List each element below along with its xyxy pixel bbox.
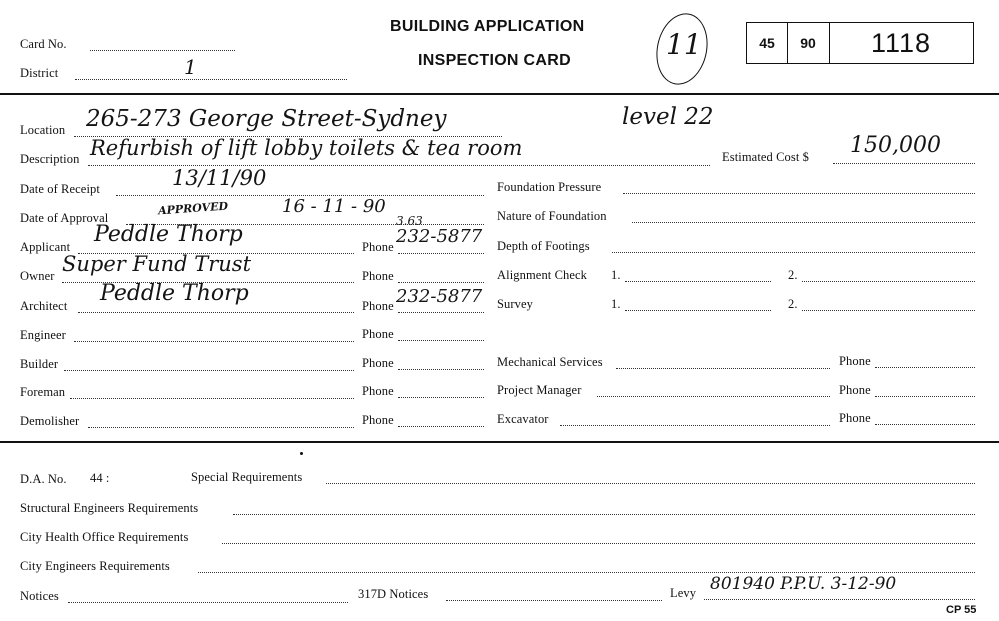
engineer-label: Engineer: [20, 328, 66, 342]
demolisher-phone-dotted-line: [398, 426, 484, 427]
survey-2-dotted-line: [802, 310, 975, 311]
excavator-dotted-line: [560, 425, 830, 426]
builder-phone-dotted-line: [398, 369, 484, 370]
architect-label: Architect: [20, 299, 68, 313]
owner-phone-dotted-line: [398, 282, 484, 283]
engineer-dotted-line: [74, 341, 354, 342]
survey-num-2: 2.: [788, 297, 798, 311]
date-of-receipt-value: 13/11/90: [172, 166, 267, 190]
engineer-phone-label: Phone: [362, 327, 394, 341]
owner-value: Super Fund Trust: [62, 252, 252, 276]
levy-value: 801940 P.P.U. 3-12-90: [710, 574, 897, 594]
approved-stamp: APPROVED: [157, 199, 229, 218]
notices-317d-dotted-line: [446, 600, 662, 601]
ink-dot: [300, 452, 303, 455]
alignment-check-label: Alignment Check: [497, 268, 588, 282]
date-of-receipt-label: Date of Receipt: [20, 182, 100, 196]
date-of-approval-value: 16 - 11 - 90: [282, 196, 386, 217]
levy-dotted-line: [704, 599, 975, 600]
title-line-1: BUILDING APPLICATION: [390, 18, 585, 35]
owner-phone-label: Phone: [362, 269, 394, 283]
alignment-check-1-dotted-line: [625, 281, 771, 282]
demolisher-dotted-line: [88, 427, 354, 428]
architect-phone-label: Phone: [362, 299, 394, 313]
nature-of-foundation-label: Nature of Foundation: [497, 209, 607, 223]
excavator-phone-dotted-line: [875, 424, 975, 425]
da-no-value: 44 :: [90, 471, 110, 485]
demolisher-phone-label: Phone: [362, 413, 394, 427]
survey-label: Survey: [497, 297, 534, 311]
mechanical-services-phone-label: Phone: [839, 354, 871, 368]
project-manager-label: Project Manager: [497, 383, 582, 397]
project-manager-phone-dotted-line: [875, 396, 975, 397]
builder-label: Builder: [20, 357, 59, 371]
levy-label: Levy: [670, 586, 697, 600]
da-no-label: D.A. No.: [20, 472, 67, 486]
alignment-check-num-1: 1.: [611, 268, 621, 282]
date-of-approval-label: Date of Approval: [20, 211, 109, 225]
alignment-check-num-2: 2.: [788, 268, 798, 282]
applicant-phone-label: Phone: [362, 240, 394, 254]
mechanical-services-dotted-line: [616, 368, 830, 369]
depth-of-footings-label: Depth of Footings: [497, 239, 590, 253]
card-no-dotted-line: [90, 50, 235, 51]
description-value: Refurbish of lift lobby toilets & tea room: [90, 136, 523, 160]
city-engineers-dotted-line: [198, 572, 975, 573]
estimated-cost-dotted-line: [833, 163, 975, 164]
applicant-phone-dotted-line: [398, 253, 484, 254]
estimated-cost-label: Estimated Cost $: [722, 150, 810, 164]
foundation-pressure-label: Foundation Pressure: [497, 180, 602, 194]
city-health-label: City Health Office Requirements: [20, 530, 189, 544]
location-label: Location: [20, 123, 66, 137]
estimated-cost-value: 150,000: [850, 133, 941, 158]
special-requirements-dotted-line: [326, 483, 975, 484]
applicant-phone-value: 232-5877: [396, 226, 483, 247]
details-divider: [0, 441, 999, 443]
excavator-label: Excavator: [497, 412, 549, 426]
ref-box-cell-1: 45: [747, 23, 788, 63]
mechanical-services-label: Mechanical Services: [497, 355, 603, 369]
header-divider: [0, 93, 999, 95]
owner-label: Owner: [20, 269, 55, 283]
ref-box-cell-3: 1118: [870, 27, 932, 58]
applicant-value: Peddle Thorp: [94, 222, 243, 247]
mechanical-services-phone-dotted-line: [875, 367, 975, 368]
nature-of-foundation-dotted-line: [632, 222, 975, 223]
survey-1-dotted-line: [625, 310, 771, 311]
applicant-label: Applicant: [20, 240, 71, 254]
ref-box-cell-2: 90: [787, 23, 830, 63]
district-label: District: [20, 66, 59, 80]
excavator-phone-label: Phone: [839, 411, 871, 425]
city-health-dotted-line: [222, 543, 975, 544]
foreman-phone-label: Phone: [362, 384, 394, 398]
architect-phone-value: 232-5877: [396, 286, 483, 307]
district-value: 1: [184, 55, 197, 79]
title-line-2: INSPECTION CARD: [418, 52, 571, 69]
circled-number: 11: [666, 28, 702, 61]
special-requirements-label: Special Requirements: [191, 470, 303, 484]
survey-num-1: 1.: [611, 297, 621, 311]
architect-phone-dotted-line: [398, 312, 484, 313]
city-engineers-label: City Engineers Requirements: [20, 559, 170, 573]
engineer-phone-dotted-line: [398, 340, 484, 341]
foundation-pressure-dotted-line: [623, 193, 975, 194]
project-manager-dotted-line: [597, 396, 830, 397]
depth-of-footings-dotted-line: [612, 252, 975, 253]
reference-number-box: [746, 22, 974, 64]
alignment-check-2-dotted-line: [802, 281, 975, 282]
description-label: Description: [20, 152, 80, 166]
project-manager-phone-label: Phone: [839, 383, 871, 397]
notices-317d-label: 317D Notices: [358, 587, 429, 601]
demolisher-label: Demolisher: [20, 414, 80, 428]
card-no-label: Card No.: [20, 37, 67, 51]
location-extra: level 22: [622, 104, 714, 130]
foreman-dotted-line: [70, 398, 354, 399]
location-value: 265-273 George Street-Sydney: [86, 106, 447, 132]
form-code: CP 55: [946, 604, 977, 616]
structural-engineers-label: Structural Engineers Requirements: [20, 501, 199, 515]
foreman-phone-dotted-line: [398, 397, 484, 398]
architect-value: Peddle Thorp: [100, 281, 249, 306]
notices-label: Notices: [20, 589, 59, 603]
builder-phone-label: Phone: [362, 356, 394, 370]
foreman-label: Foreman: [20, 385, 66, 399]
structural-engineers-dotted-line: [233, 514, 975, 515]
architect-dotted-line: [78, 312, 354, 313]
approval-note: 3.63: [396, 214, 423, 228]
notices-dotted-line: [68, 602, 348, 603]
builder-dotted-line: [64, 370, 354, 371]
district-dotted-line: [75, 79, 347, 80]
